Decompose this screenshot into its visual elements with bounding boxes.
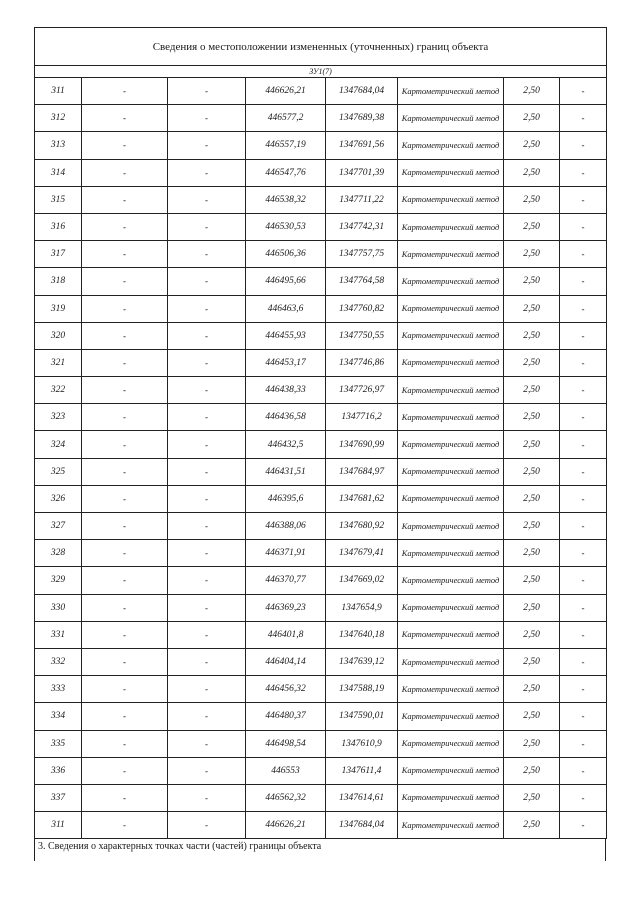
method-cell: Картометрический метод bbox=[398, 241, 504, 268]
table-row bbox=[35, 186, 607, 213]
accuracy-cell: 2,50 bbox=[504, 268, 560, 295]
method-cell: Картометрический метод bbox=[398, 730, 504, 757]
empty-cell: - bbox=[82, 784, 168, 811]
table-row bbox=[35, 78, 607, 105]
empty-cell: - bbox=[82, 703, 168, 730]
table-row bbox=[35, 676, 607, 703]
title-row bbox=[35, 28, 607, 66]
x-coordinate-cell: 446530,53 bbox=[246, 213, 326, 240]
empty-cell: - bbox=[560, 186, 607, 213]
point-number-cell: 316 bbox=[35, 213, 82, 240]
y-coordinate-cell: 1347684,04 bbox=[326, 812, 398, 839]
point-number-cell: 334 bbox=[35, 703, 82, 730]
table-row bbox=[35, 784, 607, 811]
y-coordinate-cell: 1347716,2 bbox=[326, 404, 398, 431]
empty-cell: - bbox=[560, 676, 607, 703]
empty-cell: - bbox=[82, 268, 168, 295]
empty-cell: - bbox=[168, 648, 246, 675]
accuracy-cell: 2,50 bbox=[504, 594, 560, 621]
point-number-cell: 311 bbox=[35, 812, 82, 839]
x-coordinate-cell: 446436,58 bbox=[246, 404, 326, 431]
x-coordinate-cell: 446401,8 bbox=[246, 621, 326, 648]
empty-cell: - bbox=[168, 431, 246, 458]
y-coordinate-cell: 1347654,9 bbox=[326, 594, 398, 621]
method-cell: Картометрический метод bbox=[398, 404, 504, 431]
empty-cell: - bbox=[168, 377, 246, 404]
method-cell: Картометрический метод bbox=[398, 757, 504, 784]
empty-cell: - bbox=[82, 676, 168, 703]
x-coordinate-cell: 446577,2 bbox=[246, 105, 326, 132]
point-number-cell: 320 bbox=[35, 322, 82, 349]
point-number-cell: 317 bbox=[35, 241, 82, 268]
empty-cell: - bbox=[168, 132, 246, 159]
x-coordinate-cell: 446553 bbox=[246, 757, 326, 784]
empty-cell: - bbox=[82, 730, 168, 757]
point-number-cell: 330 bbox=[35, 594, 82, 621]
point-number-cell: 337 bbox=[35, 784, 82, 811]
empty-cell: - bbox=[168, 540, 246, 567]
empty-cell: - bbox=[168, 594, 246, 621]
empty-cell: - bbox=[82, 322, 168, 349]
empty-cell: - bbox=[82, 431, 168, 458]
accuracy-cell: 2,50 bbox=[504, 458, 560, 485]
empty-cell: - bbox=[168, 485, 246, 512]
empty-cell: - bbox=[82, 485, 168, 512]
empty-cell: - bbox=[560, 513, 607, 540]
empty-cell: - bbox=[560, 295, 607, 322]
x-coordinate-cell: 446369,23 bbox=[246, 594, 326, 621]
empty-cell: - bbox=[168, 213, 246, 240]
y-coordinate-cell: 1347680,92 bbox=[326, 513, 398, 540]
x-coordinate-cell: 446562,32 bbox=[246, 784, 326, 811]
empty-cell: - bbox=[168, 458, 246, 485]
empty-cell: - bbox=[560, 621, 607, 648]
method-cell: Картометрический метод bbox=[398, 540, 504, 567]
table-row bbox=[35, 159, 607, 186]
empty-cell: - bbox=[168, 703, 246, 730]
accuracy-cell: 2,50 bbox=[504, 812, 560, 839]
empty-cell: - bbox=[168, 78, 246, 105]
empty-cell: - bbox=[168, 268, 246, 295]
empty-cell: - bbox=[82, 186, 168, 213]
y-coordinate-cell: 1347757,75 bbox=[326, 241, 398, 268]
y-coordinate-cell: 1347764,58 bbox=[326, 268, 398, 295]
empty-cell: - bbox=[82, 349, 168, 376]
empty-cell: - bbox=[560, 241, 607, 268]
x-coordinate-cell: 446626,21 bbox=[246, 78, 326, 105]
table-row bbox=[35, 812, 607, 839]
point-number-cell: 333 bbox=[35, 676, 82, 703]
x-coordinate-cell: 446480,37 bbox=[246, 703, 326, 730]
method-cell: Картометрический метод bbox=[398, 784, 504, 811]
empty-cell: - bbox=[168, 757, 246, 784]
method-cell: Картометрический метод bbox=[398, 567, 504, 594]
method-cell: Картометрический метод bbox=[398, 648, 504, 675]
point-number-cell: 312 bbox=[35, 105, 82, 132]
empty-cell: - bbox=[560, 458, 607, 485]
point-number-cell: 331 bbox=[35, 621, 82, 648]
coordinates-table bbox=[34, 27, 607, 839]
point-number-cell: 315 bbox=[35, 186, 82, 213]
y-coordinate-cell: 1347588,19 bbox=[326, 676, 398, 703]
empty-cell: - bbox=[82, 78, 168, 105]
empty-cell: - bbox=[168, 730, 246, 757]
point-number-cell: 327 bbox=[35, 513, 82, 540]
method-cell: Картометрический метод bbox=[398, 132, 504, 159]
table-row bbox=[35, 458, 607, 485]
empty-cell: - bbox=[560, 349, 607, 376]
empty-cell: - bbox=[168, 186, 246, 213]
y-coordinate-cell: 1347726,97 bbox=[326, 377, 398, 404]
table-row bbox=[35, 540, 607, 567]
accuracy-cell: 2,50 bbox=[504, 757, 560, 784]
method-cell: Картометрический метод bbox=[398, 78, 504, 105]
x-coordinate-cell: 446370,77 bbox=[246, 567, 326, 594]
method-cell: Картометрический метод bbox=[398, 703, 504, 730]
empty-cell: - bbox=[168, 676, 246, 703]
x-coordinate-cell: 446438,33 bbox=[246, 377, 326, 404]
x-coordinate-cell: 446626,21 bbox=[246, 812, 326, 839]
parcel-label: ЗУ1(7) bbox=[35, 66, 607, 78]
empty-cell: - bbox=[560, 213, 607, 240]
x-coordinate-cell: 446404,14 bbox=[246, 648, 326, 675]
accuracy-cell: 2,50 bbox=[504, 322, 560, 349]
empty-cell: - bbox=[168, 349, 246, 376]
empty-cell: - bbox=[82, 757, 168, 784]
table-row bbox=[35, 757, 607, 784]
empty-cell: - bbox=[560, 377, 607, 404]
x-coordinate-cell: 446463,6 bbox=[246, 295, 326, 322]
empty-cell: - bbox=[168, 784, 246, 811]
empty-cell: - bbox=[560, 648, 607, 675]
x-coordinate-cell: 446547,76 bbox=[246, 159, 326, 186]
empty-cell: - bbox=[560, 268, 607, 295]
empty-cell: - bbox=[168, 513, 246, 540]
y-coordinate-cell: 1347614,61 bbox=[326, 784, 398, 811]
method-cell: Картометрический метод bbox=[398, 186, 504, 213]
y-coordinate-cell: 1347746,86 bbox=[326, 349, 398, 376]
table-row bbox=[35, 322, 607, 349]
method-cell: Картометрический метод bbox=[398, 295, 504, 322]
method-cell: Картометрический метод bbox=[398, 377, 504, 404]
empty-cell: - bbox=[82, 594, 168, 621]
empty-cell: - bbox=[168, 567, 246, 594]
document-page bbox=[34, 27, 606, 861]
empty-cell: - bbox=[82, 513, 168, 540]
table-row bbox=[35, 567, 607, 594]
empty-cell: - bbox=[560, 540, 607, 567]
accuracy-cell: 2,50 bbox=[504, 513, 560, 540]
point-number-cell: 325 bbox=[35, 458, 82, 485]
y-coordinate-cell: 1347684,97 bbox=[326, 458, 398, 485]
table-row bbox=[35, 621, 607, 648]
point-number-cell: 319 bbox=[35, 295, 82, 322]
method-cell: Картометрический метод bbox=[398, 812, 504, 839]
x-coordinate-cell: 446557,19 bbox=[246, 132, 326, 159]
accuracy-cell: 2,50 bbox=[504, 159, 560, 186]
y-coordinate-cell: 1347639,12 bbox=[326, 648, 398, 675]
subtitle-row bbox=[35, 66, 607, 78]
point-number-cell: 326 bbox=[35, 485, 82, 512]
y-coordinate-cell: 1347691,56 bbox=[326, 132, 398, 159]
point-number-cell: 323 bbox=[35, 404, 82, 431]
point-number-cell: 336 bbox=[35, 757, 82, 784]
y-coordinate-cell: 1347669,02 bbox=[326, 567, 398, 594]
point-number-cell: 324 bbox=[35, 431, 82, 458]
y-coordinate-cell: 1347684,04 bbox=[326, 78, 398, 105]
table-row bbox=[35, 703, 607, 730]
point-number-cell: 313 bbox=[35, 132, 82, 159]
point-number-cell: 321 bbox=[35, 349, 82, 376]
point-number-cell: 328 bbox=[35, 540, 82, 567]
method-cell: Картометрический метод bbox=[398, 676, 504, 703]
point-number-cell: 335 bbox=[35, 730, 82, 757]
table-row bbox=[35, 485, 607, 512]
table-row bbox=[35, 295, 607, 322]
empty-cell: - bbox=[82, 241, 168, 268]
empty-cell: - bbox=[82, 404, 168, 431]
empty-cell: - bbox=[82, 621, 168, 648]
y-coordinate-cell: 1347760,82 bbox=[326, 295, 398, 322]
point-number-cell: 314 bbox=[35, 159, 82, 186]
x-coordinate-cell: 446495,66 bbox=[246, 268, 326, 295]
point-number-cell: 318 bbox=[35, 268, 82, 295]
x-coordinate-cell: 446498,54 bbox=[246, 730, 326, 757]
table-row bbox=[35, 404, 607, 431]
empty-cell: - bbox=[168, 105, 246, 132]
method-cell: Картометрический метод bbox=[398, 594, 504, 621]
accuracy-cell: 2,50 bbox=[504, 349, 560, 376]
y-coordinate-cell: 1347611,4 bbox=[326, 757, 398, 784]
empty-cell: - bbox=[560, 703, 607, 730]
y-coordinate-cell: 1347610,9 bbox=[326, 730, 398, 757]
y-coordinate-cell: 1347689,38 bbox=[326, 105, 398, 132]
method-cell: Картометрический метод bbox=[398, 159, 504, 186]
x-coordinate-cell: 446455,93 bbox=[246, 322, 326, 349]
empty-cell: - bbox=[560, 159, 607, 186]
table-row bbox=[35, 105, 607, 132]
y-coordinate-cell: 1347590,01 bbox=[326, 703, 398, 730]
accuracy-cell: 2,50 bbox=[504, 404, 560, 431]
empty-cell: - bbox=[560, 485, 607, 512]
empty-cell: - bbox=[168, 621, 246, 648]
x-coordinate-cell: 446431,51 bbox=[246, 458, 326, 485]
empty-cell: - bbox=[82, 295, 168, 322]
empty-cell: - bbox=[560, 404, 607, 431]
y-coordinate-cell: 1347711,22 bbox=[326, 186, 398, 213]
empty-cell: - bbox=[560, 730, 607, 757]
method-cell: Картометрический метод bbox=[398, 213, 504, 240]
accuracy-cell: 2,50 bbox=[504, 730, 560, 757]
accuracy-cell: 2,50 bbox=[504, 431, 560, 458]
method-cell: Картометрический метод bbox=[398, 431, 504, 458]
y-coordinate-cell: 1347640,18 bbox=[326, 621, 398, 648]
y-coordinate-cell: 1347701,39 bbox=[326, 159, 398, 186]
method-cell: Картометрический метод bbox=[398, 268, 504, 295]
table-title: Сведения о местоположении измененных (уточненных) границ объекта bbox=[35, 28, 607, 66]
x-coordinate-cell: 446506,36 bbox=[246, 241, 326, 268]
empty-cell: - bbox=[82, 812, 168, 839]
empty-cell: - bbox=[168, 404, 246, 431]
accuracy-cell: 2,50 bbox=[504, 567, 560, 594]
method-cell: Картометрический метод bbox=[398, 485, 504, 512]
method-cell: Картометрический метод bbox=[398, 621, 504, 648]
accuracy-cell: 2,50 bbox=[504, 132, 560, 159]
y-coordinate-cell: 1347679,41 bbox=[326, 540, 398, 567]
y-coordinate-cell: 1347750,55 bbox=[326, 322, 398, 349]
point-number-cell: 332 bbox=[35, 648, 82, 675]
table-row bbox=[35, 730, 607, 757]
table-row bbox=[35, 268, 607, 295]
empty-cell: - bbox=[168, 322, 246, 349]
x-coordinate-cell: 446395,6 bbox=[246, 485, 326, 512]
empty-cell: - bbox=[82, 458, 168, 485]
accuracy-cell: 2,50 bbox=[504, 377, 560, 404]
empty-cell: - bbox=[82, 377, 168, 404]
x-coordinate-cell: 446456,32 bbox=[246, 676, 326, 703]
y-coordinate-cell: 1347742,31 bbox=[326, 213, 398, 240]
accuracy-cell: 2,50 bbox=[504, 648, 560, 675]
empty-cell: - bbox=[168, 812, 246, 839]
x-coordinate-cell: 446371,91 bbox=[246, 540, 326, 567]
accuracy-cell: 2,50 bbox=[504, 186, 560, 213]
empty-cell: - bbox=[82, 540, 168, 567]
method-cell: Картометрический метод bbox=[398, 322, 504, 349]
accuracy-cell: 2,50 bbox=[504, 213, 560, 240]
point-number-cell: 311 bbox=[35, 78, 82, 105]
y-coordinate-cell: 1347690,99 bbox=[326, 431, 398, 458]
accuracy-cell: 2,50 bbox=[504, 241, 560, 268]
accuracy-cell: 2,50 bbox=[504, 485, 560, 512]
empty-cell: - bbox=[82, 132, 168, 159]
empty-cell: - bbox=[82, 105, 168, 132]
empty-cell: - bbox=[560, 105, 607, 132]
table-row bbox=[35, 349, 607, 376]
empty-cell: - bbox=[560, 78, 607, 105]
accuracy-cell: 2,50 bbox=[504, 621, 560, 648]
table-row bbox=[35, 377, 607, 404]
empty-cell: - bbox=[560, 431, 607, 458]
accuracy-cell: 2,50 bbox=[504, 78, 560, 105]
table-row bbox=[35, 431, 607, 458]
method-cell: Картометрический метод bbox=[398, 513, 504, 540]
table-row bbox=[35, 132, 607, 159]
point-number-cell: 322 bbox=[35, 377, 82, 404]
method-cell: Картометрический метод bbox=[398, 458, 504, 485]
point-number-cell: 329 bbox=[35, 567, 82, 594]
table-row bbox=[35, 241, 607, 268]
empty-cell: - bbox=[82, 648, 168, 675]
empty-cell: - bbox=[168, 241, 246, 268]
accuracy-cell: 2,50 bbox=[504, 105, 560, 132]
table-row bbox=[35, 648, 607, 675]
accuracy-cell: 2,50 bbox=[504, 703, 560, 730]
x-coordinate-cell: 446432,5 bbox=[246, 431, 326, 458]
x-coordinate-cell: 446388,06 bbox=[246, 513, 326, 540]
table-row bbox=[35, 594, 607, 621]
table-row bbox=[35, 213, 607, 240]
empty-cell: - bbox=[82, 213, 168, 240]
section-footer: 3. Сведения о характерных точках части (частей) границы объекта bbox=[34, 839, 606, 861]
accuracy-cell: 2,50 bbox=[504, 540, 560, 567]
table-row bbox=[35, 513, 607, 540]
empty-cell: - bbox=[560, 594, 607, 621]
method-cell: Картометрический метод bbox=[398, 105, 504, 132]
empty-cell: - bbox=[168, 159, 246, 186]
accuracy-cell: 2,50 bbox=[504, 784, 560, 811]
empty-cell: - bbox=[82, 567, 168, 594]
empty-cell: - bbox=[560, 322, 607, 349]
accuracy-cell: 2,50 bbox=[504, 676, 560, 703]
empty-cell: - bbox=[82, 159, 168, 186]
method-cell: Картометрический метод bbox=[398, 349, 504, 376]
empty-cell: - bbox=[560, 757, 607, 784]
accuracy-cell: 2,50 bbox=[504, 295, 560, 322]
empty-cell: - bbox=[560, 132, 607, 159]
empty-cell: - bbox=[560, 812, 607, 839]
empty-cell: - bbox=[560, 784, 607, 811]
x-coordinate-cell: 446538,32 bbox=[246, 186, 326, 213]
empty-cell: - bbox=[168, 295, 246, 322]
y-coordinate-cell: 1347681,62 bbox=[326, 485, 398, 512]
x-coordinate-cell: 446453,17 bbox=[246, 349, 326, 376]
empty-cell: - bbox=[560, 567, 607, 594]
